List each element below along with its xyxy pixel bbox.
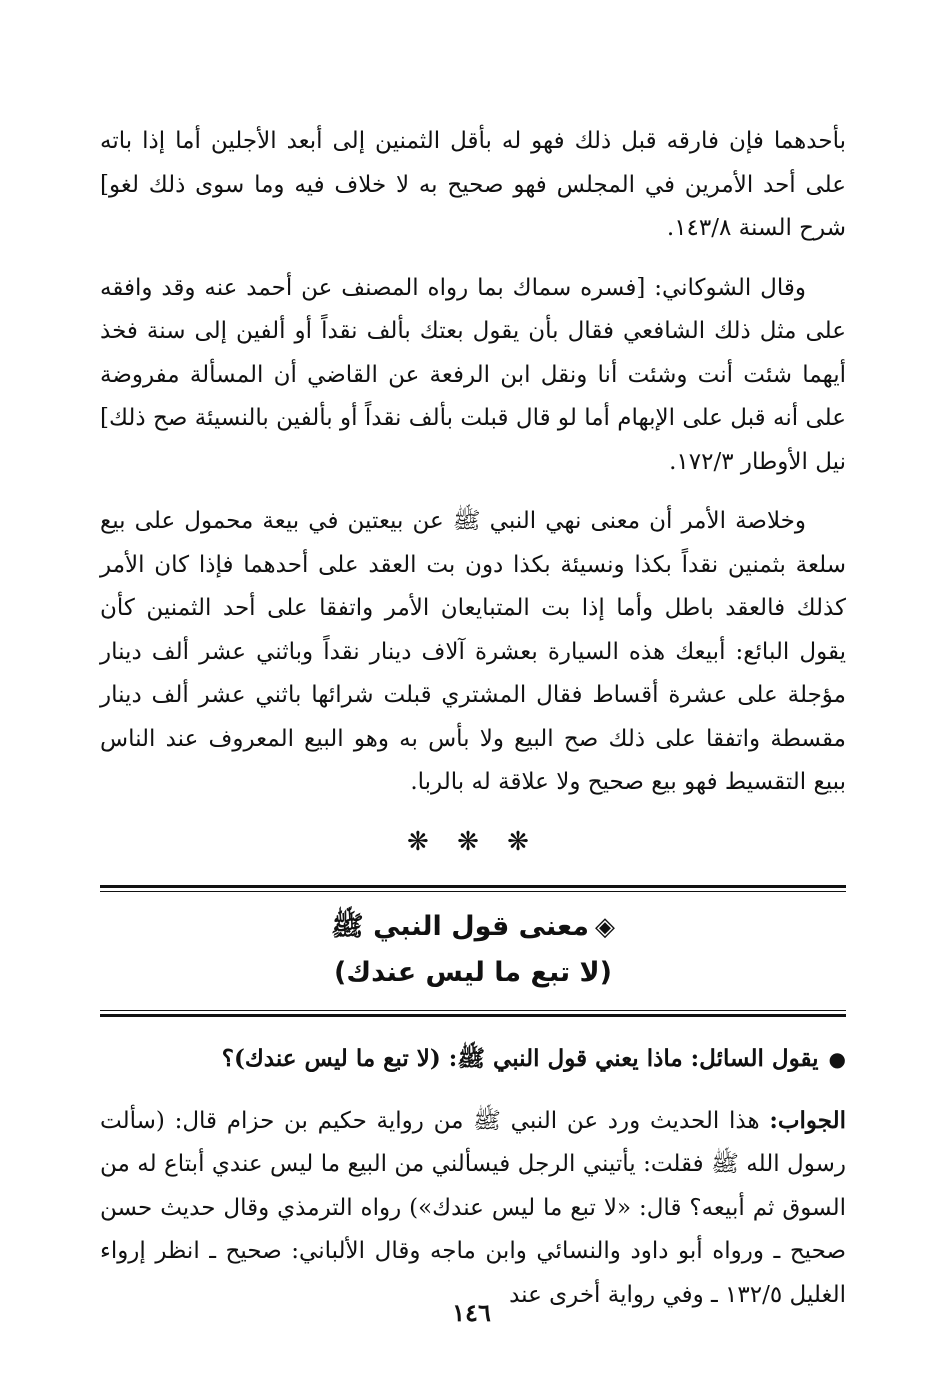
section-heading-line-2: (لا تبع ما ليس عندك) [334,956,612,988]
diamond-icon: ◈ [594,911,615,942]
paragraph-1: بأحدهما فإن فارقه قبل ذلك فهو له بأقل الثمنين إلى أبعد الأجلين أما إذا باته على أحد الأمرين في المجلس فهو صحيح به لا خلاف فيه وما سوى ذلك لغو] شرح السنة ١٤٣/٨. [100,128,846,241]
question-text: يقول السائل: ماذا يعني قول النبي ﷺ: (لا تبع ما ليس عندك)؟ [221,1044,819,1072]
heading-frame-inner [100,891,846,1011]
section-separator: ❋ ❋ ❋ [407,826,539,857]
heading-title: معنى قول النبي ﷺ [331,910,589,942]
paragraph-3: وخلاصة الأمر أن معنى نهي النبي ﷺ عن بيعتين في بيعة محمول على بيع سلعة بثمنين نقداً بكذا ونسيئة بكذا دون بت العقد على أحدهما فإذا كان الأمر كذلك فالعقد باطل وأما إذا بت المتبايعان الأمر واتفقا على أحد الثمنين كأن يقول البائع: أبيعك هذه السيارة بعشرة آلاف دينار نقداً وباثني عشر ألف دينار مؤجلة على عشرة أقساط فقال المشتري قبلت شرائها باثني عشر ألف دينار مقسطة واتفقا على ذلك صح البيع ولا بأس به وهو البيع المعروف عند الناس ببيع التقسيط فهو بيع صحيح ولا علاقة له بالربا. [100,508,846,795]
answer-paragraph [100,1099,846,1318]
page-number: ١٤٦ [452,1298,491,1327]
section-heading-line-1 [100,904,846,950]
paragraph-2: وقال الشوكاني: [فسره سماك بما رواه المصنف عن أحمد عنه وقد وافقه على مثل ذلك الشافعي فقال بأن يقول بعتك بألف نقداً أو ألفين إلى سنة فخذ أيهما شئت أنت وشئت أنا ونقل ابن الرفعة عن القاضي أن المسألة مفروضة على أنه قبل على الإبهام أما لو قال قبلت بألف نقداً أو بألفين بالنسيئة صح ذلك] نيل الأوطار ١٧٢/٣. [100,274,846,475]
page-body [100,120,846,1317]
answer-text: هذا الحديث ورد عن النبي ﷺ من رواية حكيم بن حزام قال: (سألت رسول الله ﷺ فقلت: يأتيني الرجل فيسألني من البيع ما ليس عندي أبتاع له من السوق ثم أبيعه؟ قال: «لا تبع ما ليس عندك») رواه الترمذي وقال حديث حسن صحيح ـ ورواه أبو داود والنسائي وابن ماجه وقال الألباني: صحيح ـ انظر إرواء الغليل ١٣٢/٥ ـ وفي رواية أخرى عند [100,1107,846,1308]
bullet-icon: ● [828,1046,846,1071]
heading-frame [100,885,846,1017]
question-line [100,1037,846,1081]
answer-label: الجواب: [769,1106,847,1134]
